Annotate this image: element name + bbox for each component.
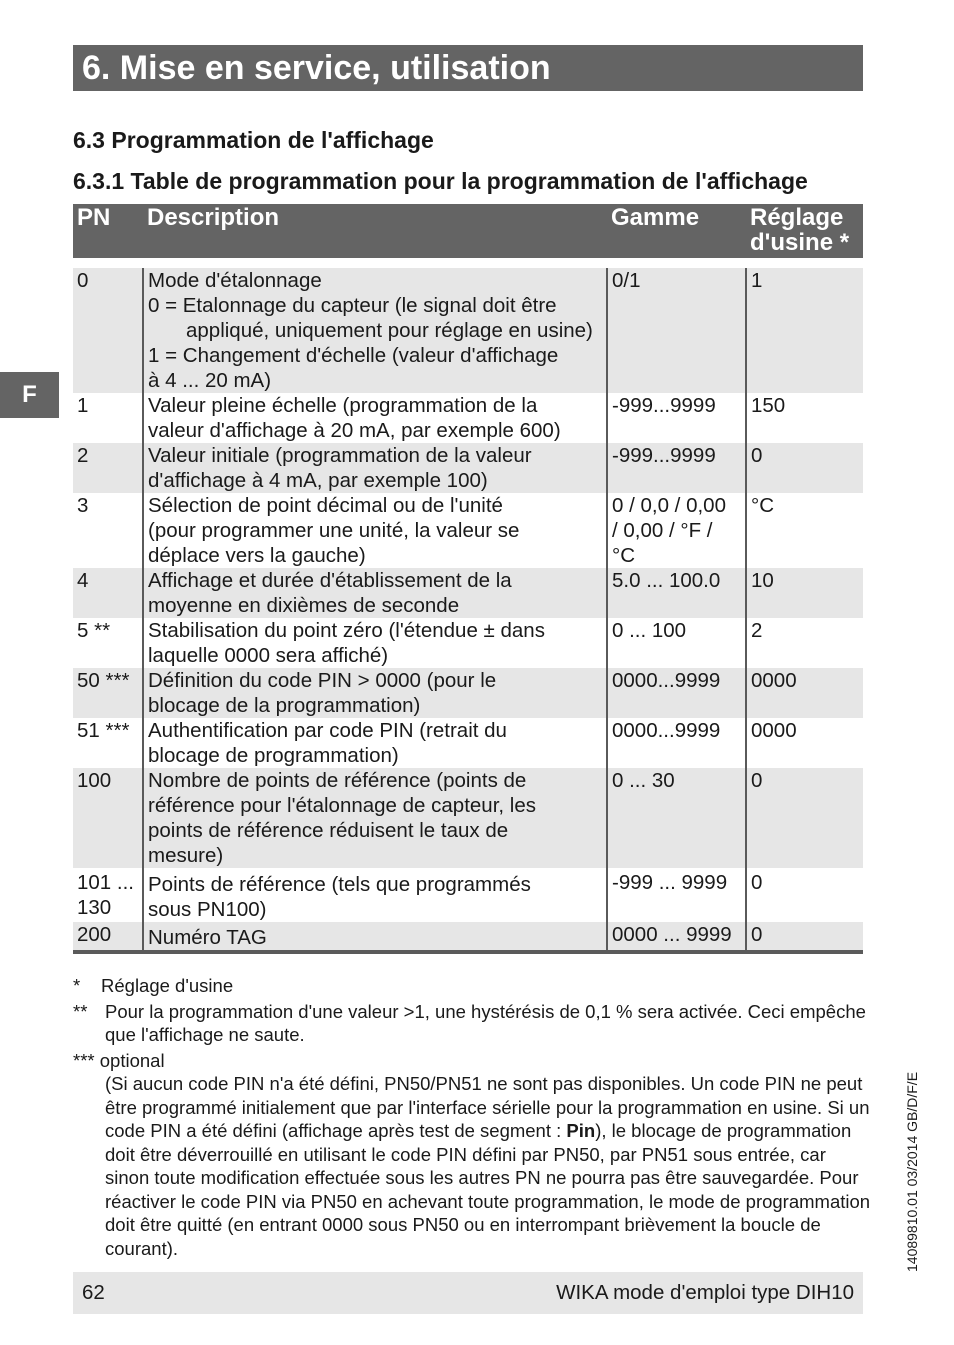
cell-range: 0000...9999 [607, 668, 746, 718]
cell-default: 0000 [746, 668, 863, 718]
cell-pn: 200 [73, 922, 143, 952]
cell-default: 2 [746, 618, 863, 668]
programming-table [73, 204, 863, 954]
table-row [73, 718, 863, 768]
cell-default: 0 [746, 443, 863, 493]
cell-description: Affichage et durée d'établissement de la moyenne en dixièmes de seconde [143, 568, 607, 618]
cell-range: 0000...9999 [607, 718, 746, 768]
cell-description: Mode d'étalonnage 0 = Etalonnage du capteur (le signal doit être appliqué, uniquement pour réglage en usine) 1 = Changement d'échelle (valeur d'affichage à 4 ... 20 mA) [143, 268, 607, 393]
table-row [73, 922, 863, 952]
cell-pn: 100 [73, 768, 143, 868]
cell-default: 150 [746, 393, 863, 443]
document-title: WIKA mode d'emploi type DIH10 [556, 1281, 854, 1304]
page-number: 62 [82, 1281, 105, 1304]
table-row [73, 268, 863, 393]
cell-range: 0 ... 100 [607, 618, 746, 668]
cell-description: Authentification par code PIN (retrait du blocage de programmation) [143, 718, 607, 768]
cell-pn: 3 [73, 493, 143, 568]
cell-range: -999...9999 [607, 443, 746, 493]
table-row [73, 668, 863, 718]
header-default: Réglage d'usine * [746, 204, 863, 258]
header-pn: PN [73, 204, 143, 258]
cell-pn: 101 ... 130 [73, 868, 143, 922]
cell-description: Nombre de points de référence (points de référence pour l'étalonnage de capteur, les points de référence réduisent le taux de mesure) [143, 768, 607, 868]
footnotes [73, 974, 873, 1262]
cell-range: 5.0 ... 100.0 [607, 568, 746, 618]
cell-range: -999 ... 9999 [607, 868, 746, 922]
cell-default: 0 [746, 922, 863, 952]
cell-description: Stabilisation du point zéro (l'étendue ± dans laquelle 0000 sera affiché) [143, 618, 607, 668]
table-header [73, 204, 863, 258]
document-code: 14089810.01 03/2014 GB/D/F/E [904, 1071, 920, 1272]
cell-range: 0/1 [607, 268, 746, 393]
footnote-hysteresis: ** Pour la programmation d'une valeur >1, une hystérésis de 0,1 % sera activée. Ceci empêche que l'affichage ne saute. [73, 1000, 866, 1045]
language-tab: F [0, 372, 59, 418]
cell-pn: 51 *** [73, 718, 143, 768]
table-row [73, 568, 863, 618]
subsection-title: 6.3.1 Table de programmation pour la programmation de l'affichage [73, 168, 808, 194]
chapter-title: 6. Mise en service, utilisation [73, 45, 863, 91]
table-row [73, 768, 863, 868]
header-description: Description [143, 204, 607, 258]
cell-pn: 4 [73, 568, 143, 618]
cell-default: 0 [746, 768, 863, 868]
cell-pn: 50 *** [73, 668, 143, 718]
cell-description: Points de référence (tels que programmés sous PN100) [143, 868, 607, 922]
cell-default: 1 [746, 268, 863, 393]
cell-description: Définition du code PIN > 0000 (pour le blocage de la programmation) [143, 668, 607, 718]
cell-pn: 1 [73, 393, 143, 443]
cell-range: 0 ... 30 [607, 768, 746, 868]
cell-range: 0000 ... 9999 [607, 922, 746, 952]
page-footer [73, 1272, 863, 1314]
table-row [73, 443, 863, 493]
cell-default: 0 [746, 868, 863, 922]
cell-pn: 5 ** [73, 618, 143, 668]
footnote-pin: *** optional (Si aucun code PIN n'a été défini, PN50/PN51 ne sont pas disponibles. Un code PIN ne peut être programmé initialement que par l'interface sérielle pour la programmation en usine. Si un code PIN a été défini (affichage après test de segment : Pin), le blocage de programmation doit être déverrouillé en utilisant le code PIN défini par PN50, par PN51 sous entrée, car sinon toute modification effectuée sous les autres PN ne pourra pas être sauvegardée. Pour réactiver le code PIN via PN50 en achevant toute programmation, le mode de programmation doit être quitté (en entrant 0000 sous PN50 ou en interrompant brièvement la boucle de courant). [73, 1049, 871, 1259]
cell-description: Valeur pleine échelle (programmation de la valeur d'affichage à 20 mA, par exemple 600) [143, 393, 607, 443]
header-range: Gamme [607, 204, 746, 258]
table-row [73, 868, 863, 922]
cell-default: 0000 [746, 718, 863, 768]
section-title: 6.3 Programmation de l'affichage [73, 127, 434, 153]
cell-pn: 0 [73, 268, 143, 393]
cell-default: 10 [746, 568, 863, 618]
cell-range: -999...9999 [607, 393, 746, 443]
cell-pn: 2 [73, 443, 143, 493]
table-row [73, 493, 863, 568]
cell-range: 0 / 0,0 / 0,00 / 0,00 / °F / °C [607, 493, 746, 568]
table-row [73, 618, 863, 668]
table-row [73, 393, 863, 443]
cell-default: °C [746, 493, 863, 568]
footnote-factory-default: * Réglage d'usine [73, 975, 234, 996]
cell-description: Valeur initiale (programmation de la valeur d'affichage à 4 mA, par exemple 100) [143, 443, 607, 493]
cell-description: Sélection de point décimal ou de l'unité (pour programmer une unité, la valeur se déplace vers la gauche) [143, 493, 607, 568]
cell-description: Numéro TAG [143, 922, 607, 952]
